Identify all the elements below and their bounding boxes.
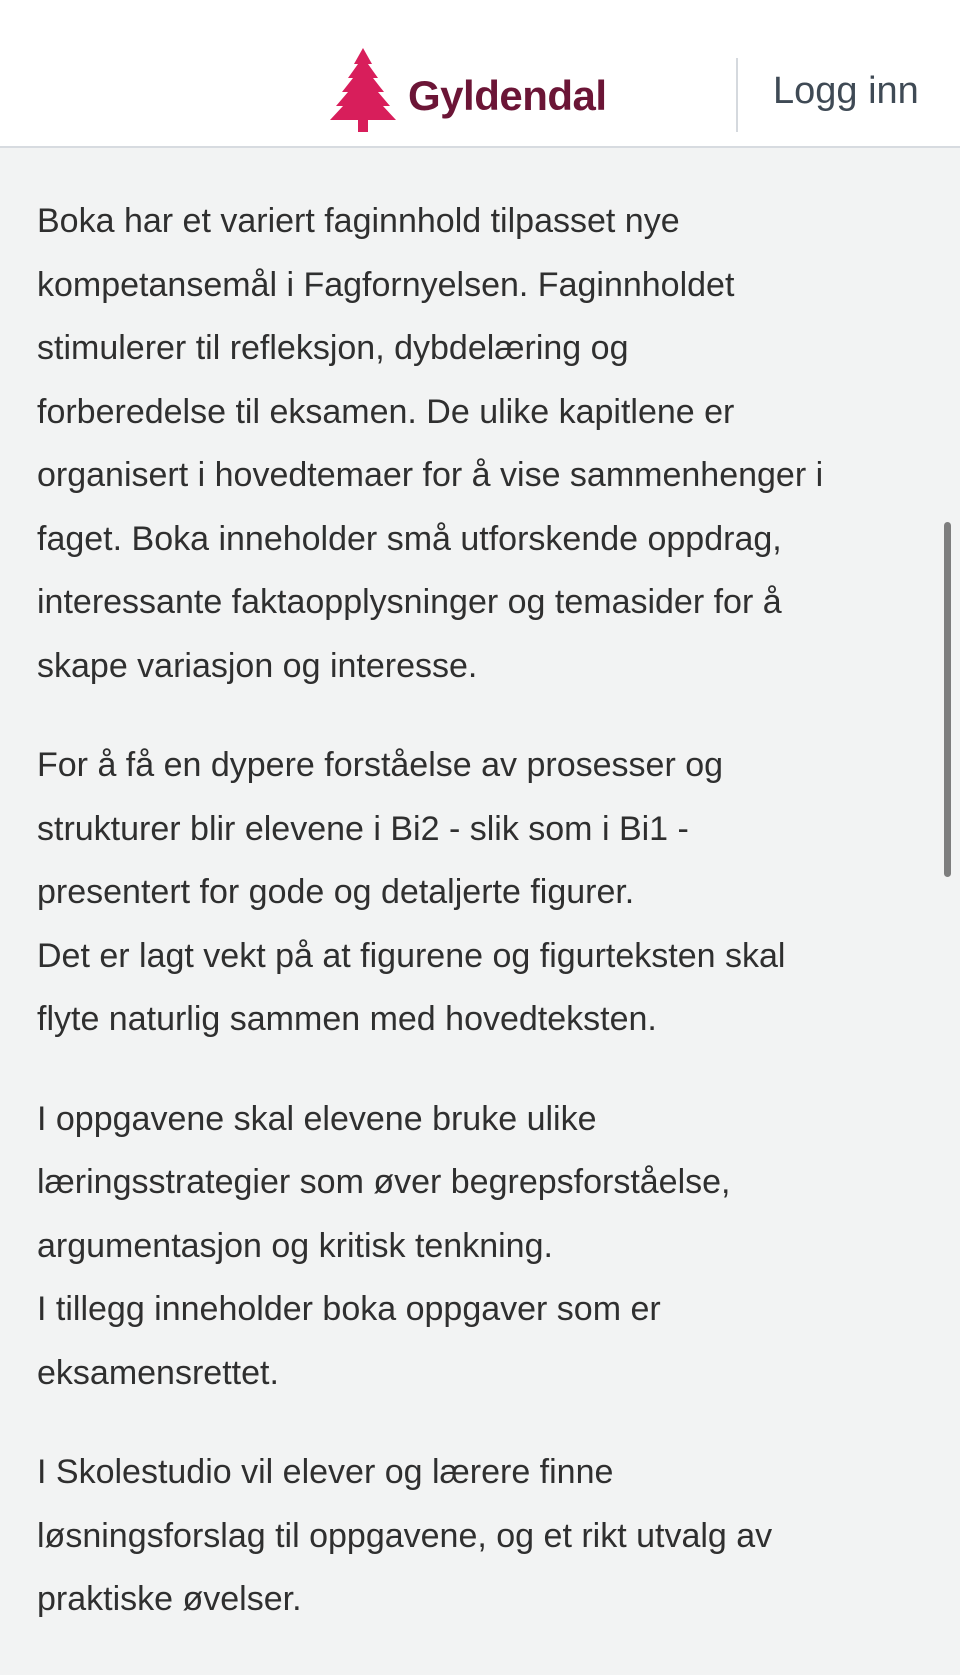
description-paragraph-2: [37, 734, 927, 1052]
text-line: For å få en dypere forståelse av prosesser og: [37, 746, 724, 784]
description-paragraph-1: [37, 190, 927, 698]
site-header: [0, 0, 960, 148]
header-divider: [736, 58, 738, 132]
text-line: interessante faktaopplysninger og temasider for å: [37, 583, 782, 621]
text-line: strukturer blir elevene i Bi2 - slik som i Bi1 -: [37, 809, 689, 848]
text-line: løsningsforslag til oppgavene, og et rikt utvalg av: [37, 1516, 773, 1555]
description-paragraph-3: [37, 1088, 927, 1406]
scrollbar-thumb[interactable]: [944, 522, 951, 877]
text-line: læringsstrategier som øver begrepsforståelse,: [37, 1163, 731, 1201]
spruce-tree-icon: [328, 48, 398, 138]
text-line: flyte naturlig sammen med hovedteksten.: [37, 1000, 657, 1038]
text-line: stimulerer til refleksjon, dybdelæring og: [37, 329, 629, 367]
text-line: argumentasjon og kritisk tenkning.: [37, 1226, 553, 1265]
text-line: eksamensrettet.: [37, 1353, 279, 1392]
text-line: forberedelse til eksamen. De ulike kapitlene er: [37, 392, 735, 431]
text-line: organisert i hovedtemaer for å vise sammenhenger i: [37, 456, 824, 494]
text-line: I oppgavene skal elevene bruke ulike: [37, 1099, 597, 1138]
text-line: Det er lagt vekt på at figurene og figurteksten skal: [37, 936, 786, 975]
brand-name: Gyldendal: [408, 72, 607, 119]
text-line: kompetansemål i Fagfornyelsen. Faginnholdet: [37, 265, 735, 304]
description-paragraph-4: [37, 1441, 927, 1632]
text-line: I Skolestudio vil elever og lærere finne: [37, 1453, 614, 1491]
text-line: Boka har et variert faginnhold tilpasset nye: [37, 202, 680, 240]
text-line: faget. Boka inneholder små utforskende oppdrag,: [37, 519, 782, 558]
book-description: [37, 190, 927, 1668]
text-line: praktiske øvelser.: [37, 1580, 302, 1618]
text-line: I tillegg inneholder boka oppgaver som er: [37, 1290, 661, 1328]
text-line: skape variasjon og interesse.: [37, 646, 478, 685]
text-line: presentert for gode og detaljerte figurer.: [37, 873, 635, 911]
login-link[interactable]: Logg inn: [773, 70, 919, 112]
brand-logo-link[interactable]: [328, 48, 607, 138]
